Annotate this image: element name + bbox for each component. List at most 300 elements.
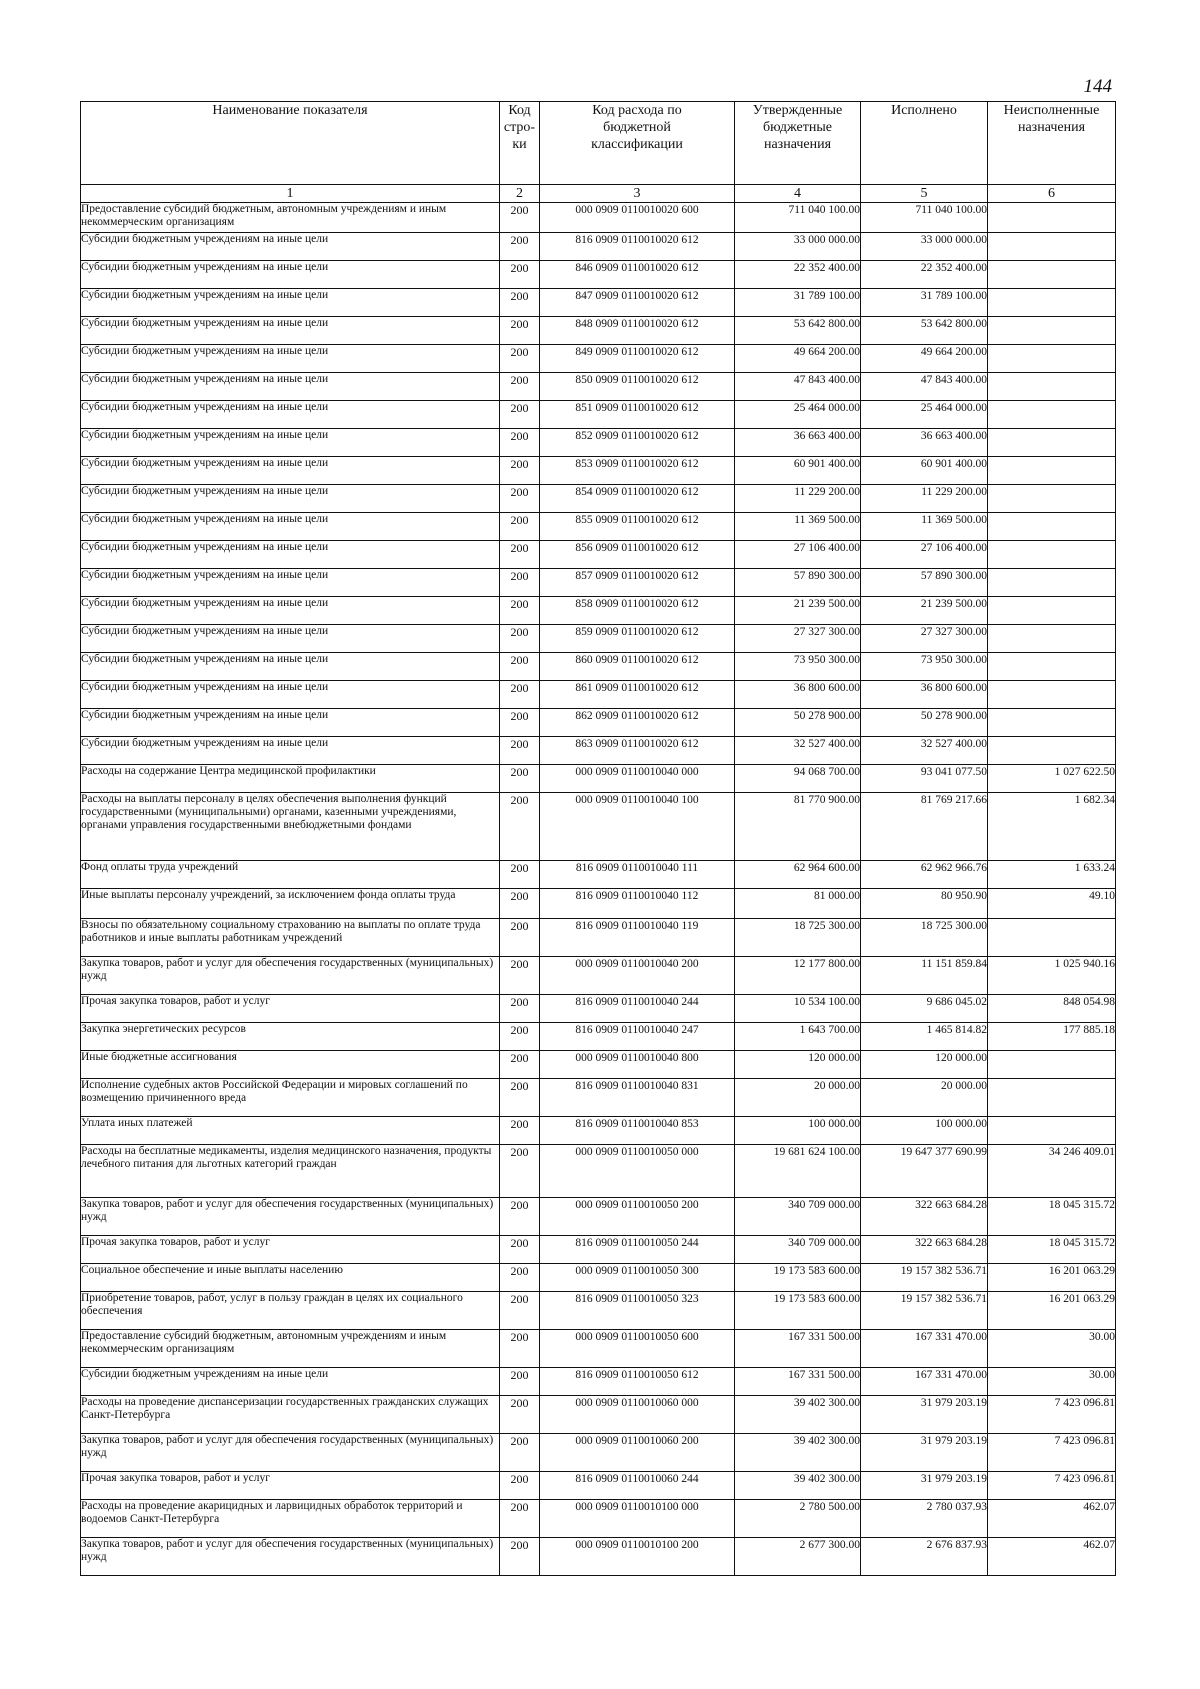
row-approved: 33 000 000.00 — [735, 233, 861, 261]
row-unexecuted — [988, 681, 1116, 709]
row-executed: 50 278 900.00 — [861, 709, 988, 737]
row-name: Субсидии бюджетным учреждениям на иные цели — [81, 485, 500, 513]
table-row — [81, 203, 1116, 233]
row-expense-code: 854 0909 0110010020 612 — [540, 485, 735, 513]
row-approved: 32 527 400.00 — [735, 737, 861, 765]
row-name: Предоставление субсидий бюджетным, автономным учреждениям и иным некоммерческим организациям — [81, 203, 500, 233]
row-expense-code: 000 0909 0110010050 300 — [540, 1264, 735, 1292]
row-approved: 22 352 400.00 — [735, 261, 861, 289]
row-unexecuted — [988, 373, 1116, 401]
row-executed: 47 843 400.00 — [861, 373, 988, 401]
row-line-code: 200 — [500, 1330, 540, 1368]
row-name: Субсидии бюджетным учреждениям на иные цели — [81, 625, 500, 653]
row-line-code: 200 — [500, 233, 540, 261]
row-approved: 19 681 624 100.00 — [735, 1145, 861, 1198]
row-expense-code: 000 0909 0110010100 200 — [540, 1538, 735, 1576]
row-approved: 49 664 200.00 — [735, 345, 861, 373]
row-line-code: 200 — [500, 1434, 540, 1472]
row-executed: 31 979 203.19 — [861, 1396, 988, 1434]
table-row — [81, 861, 1116, 889]
row-executed: 80 950.90 — [861, 889, 988, 919]
row-name: Расходы на проведение акарицидных и ларвицидных обработок территорий и водоемов Санкт-Петербурга — [81, 1500, 500, 1538]
row-expense-code: 857 0909 0110010020 612 — [540, 569, 735, 597]
table-row — [81, 1051, 1116, 1079]
header-row — [81, 102, 1116, 185]
row-expense-code: 816 0909 0110010040 112 — [540, 889, 735, 919]
row-executed: 19 647 377 690.99 — [861, 1145, 988, 1198]
row-line-code: 200 — [500, 709, 540, 737]
row-name: Субсидии бюджетным учреждениям на иные цели — [81, 541, 500, 569]
row-approved: 39 402 300.00 — [735, 1434, 861, 1472]
row-line-code: 200 — [500, 625, 540, 653]
table-row — [81, 1434, 1116, 1472]
row-line-code: 200 — [500, 345, 540, 373]
row-executed: 57 890 300.00 — [861, 569, 988, 597]
table-row — [81, 709, 1116, 737]
row-approved: 340 709 000.00 — [735, 1198, 861, 1236]
table-row — [81, 457, 1116, 485]
row-name: Субсидии бюджетным учреждениям на иные цели — [81, 317, 500, 345]
row-line-code: 200 — [500, 889, 540, 919]
row-line-code: 200 — [500, 1198, 540, 1236]
row-expense-code: 863 0909 0110010020 612 — [540, 737, 735, 765]
row-name: Субсидии бюджетным учреждениям на иные цели — [81, 709, 500, 737]
row-executed: 167 331 470.00 — [861, 1330, 988, 1368]
row-name: Закупка энергетических ресурсов — [81, 1023, 500, 1051]
header-expense-code: Код расхода по бюджетной классификации — [540, 102, 735, 185]
table-row — [81, 373, 1116, 401]
row-approved: 39 402 300.00 — [735, 1396, 861, 1434]
row-expense-code: 000 0909 0110010100 000 — [540, 1500, 735, 1538]
row-unexecuted: 7 423 096.81 — [988, 1396, 1116, 1434]
row-approved: 36 663 400.00 — [735, 429, 861, 457]
row-unexecuted — [988, 513, 1116, 541]
header-executed: Исполнено — [861, 102, 988, 185]
table-row — [81, 1198, 1116, 1236]
row-executed: 22 352 400.00 — [861, 261, 988, 289]
row-approved: 11 229 200.00 — [735, 485, 861, 513]
row-expense-code: 858 0909 0110010020 612 — [540, 597, 735, 625]
row-name: Социальное обеспечение и иные выплаты населению — [81, 1264, 500, 1292]
row-unexecuted: 1 027 622.50 — [988, 765, 1116, 793]
row-unexecuted — [988, 653, 1116, 681]
row-approved: 36 800 600.00 — [735, 681, 861, 709]
table-row — [81, 1236, 1116, 1264]
row-approved: 2 780 500.00 — [735, 1500, 861, 1538]
table-row — [81, 681, 1116, 709]
row-expense-code: 847 0909 0110010020 612 — [540, 289, 735, 317]
row-unexecuted — [988, 345, 1116, 373]
row-expense-code: 816 0909 0110010040 119 — [540, 919, 735, 957]
row-approved: 1 643 700.00 — [735, 1023, 861, 1051]
row-name: Прочая закупка товаров, работ и услуг — [81, 995, 500, 1023]
row-expense-code: 852 0909 0110010020 612 — [540, 429, 735, 457]
table-row — [81, 889, 1116, 919]
table-row — [81, 345, 1116, 373]
row-line-code: 200 — [500, 1023, 540, 1051]
row-line-code: 200 — [500, 681, 540, 709]
row-unexecuted: 34 246 409.01 — [988, 1145, 1116, 1198]
row-name: Субсидии бюджетным учреждениям на иные цели — [81, 653, 500, 681]
column-number: 2 — [500, 185, 540, 203]
row-line-code: 200 — [500, 1472, 540, 1500]
header-indicator-name: Наименование показателя — [81, 102, 500, 185]
row-line-code: 200 — [500, 597, 540, 625]
row-expense-code: 816 0909 0110010040 247 — [540, 1023, 735, 1051]
row-unexecuted: 177 885.18 — [988, 1023, 1116, 1051]
row-executed: 32 527 400.00 — [861, 737, 988, 765]
row-unexecuted: 49.10 — [988, 889, 1116, 919]
row-approved: 62 964 600.00 — [735, 861, 861, 889]
row-unexecuted: 462.07 — [988, 1538, 1116, 1576]
row-name: Субсидии бюджетным учреждениям на иные цели — [81, 429, 500, 457]
row-unexecuted: 7 423 096.81 — [988, 1434, 1116, 1472]
row-line-code: 200 — [500, 457, 540, 485]
row-line-code: 200 — [500, 1500, 540, 1538]
row-line-code: 200 — [500, 737, 540, 765]
row-executed: 19 157 382 536.71 — [861, 1292, 988, 1330]
row-expense-code: 816 0909 0110010040 111 — [540, 861, 735, 889]
row-name: Приобретение товаров, работ, услуг в пользу граждан в целях их социального обеспечения — [81, 1292, 500, 1330]
row-approved: 167 331 500.00 — [735, 1330, 861, 1368]
column-number: 1 — [81, 185, 500, 203]
row-expense-code: 000 0909 0110010040 100 — [540, 793, 735, 861]
row-executed: 18 725 300.00 — [861, 919, 988, 957]
table-row — [81, 1472, 1116, 1500]
row-approved: 60 901 400.00 — [735, 457, 861, 485]
row-expense-code: 000 0909 0110010040 800 — [540, 1051, 735, 1079]
row-unexecuted: 18 045 315.72 — [988, 1198, 1116, 1236]
row-unexecuted — [988, 541, 1116, 569]
row-line-code: 200 — [500, 793, 540, 861]
table-row — [81, 625, 1116, 653]
row-expense-code: 862 0909 0110010020 612 — [540, 709, 735, 737]
row-approved: 11 369 500.00 — [735, 513, 861, 541]
row-executed: 62 962 966.76 — [861, 861, 988, 889]
row-approved: 120 000.00 — [735, 1051, 861, 1079]
row-approved: 53 642 800.00 — [735, 317, 861, 345]
row-approved: 39 402 300.00 — [735, 1472, 861, 1500]
row-name: Предоставление субсидий бюджетным, автономным учреждениям и иным некоммерческим организациям — [81, 1330, 500, 1368]
row-approved: 25 464 000.00 — [735, 401, 861, 429]
row-line-code: 200 — [500, 1538, 540, 1576]
row-name: Субсидии бюджетным учреждениям на иные цели — [81, 401, 500, 429]
row-expense-code: 849 0909 0110010020 612 — [540, 345, 735, 373]
row-unexecuted: 1 025 940.16 — [988, 957, 1116, 995]
row-name: Субсидии бюджетным учреждениям на иные цели — [81, 457, 500, 485]
row-name: Субсидии бюджетным учреждениям на иные цели — [81, 373, 500, 401]
row-unexecuted — [988, 597, 1116, 625]
row-executed: 2 676 837.93 — [861, 1538, 988, 1576]
row-approved: 100 000.00 — [735, 1117, 861, 1145]
row-name: Иные выплаты персоналу учреждений, за исключением фонда оплаты труда — [81, 889, 500, 919]
row-name: Субсидии бюджетным учреждениям на иные цели — [81, 289, 500, 317]
table-row — [81, 653, 1116, 681]
row-line-code: 200 — [500, 1292, 540, 1330]
row-unexecuted — [988, 737, 1116, 765]
row-unexecuted — [988, 429, 1116, 457]
row-line-code: 200 — [500, 957, 540, 995]
row-approved: 10 534 100.00 — [735, 995, 861, 1023]
row-line-code: 200 — [500, 919, 540, 957]
row-executed: 19 157 382 536.71 — [861, 1264, 988, 1292]
row-expense-code: 816 0909 0110010050 244 — [540, 1236, 735, 1264]
table-row — [81, 1396, 1116, 1434]
row-expense-code: 855 0909 0110010020 612 — [540, 513, 735, 541]
row-unexecuted: 30.00 — [988, 1330, 1116, 1368]
row-line-code: 200 — [500, 401, 540, 429]
row-name: Закупка товаров, работ и услуг для обеспечения государственных (муниципальных) нужд — [81, 1538, 500, 1576]
row-unexecuted — [988, 709, 1116, 737]
table-row — [81, 1500, 1116, 1538]
row-name: Субсидии бюджетным учреждениям на иные цели — [81, 569, 500, 597]
row-unexecuted: 462.07 — [988, 1500, 1116, 1538]
row-line-code: 200 — [500, 203, 540, 233]
row-name: Иные бюджетные ассигнования — [81, 1051, 500, 1079]
table-row — [81, 1264, 1116, 1292]
row-name: Субсидии бюджетным учреждениям на иные цели — [81, 513, 500, 541]
row-name: Расходы на выплаты персоналу в целях обеспечения выполнения функций государственными (муниципальными) органами, казенными учреждениями, органами управления государственными внебюджетными фондами — [81, 793, 500, 861]
table-row — [81, 1292, 1116, 1330]
row-unexecuted: 18 045 315.72 — [988, 1236, 1116, 1264]
row-unexecuted — [988, 569, 1116, 597]
row-executed: 322 663 684.28 — [861, 1198, 988, 1236]
table-row — [81, 317, 1116, 345]
row-executed: 49 664 200.00 — [861, 345, 988, 373]
row-line-code: 200 — [500, 653, 540, 681]
row-line-code: 200 — [500, 289, 540, 317]
row-line-code: 200 — [500, 1079, 540, 1117]
table-row — [81, 793, 1116, 861]
row-expense-code: 850 0909 0110010020 612 — [540, 373, 735, 401]
row-name: Субсидии бюджетным учреждениям на иные цели — [81, 1368, 500, 1396]
row-line-code: 200 — [500, 569, 540, 597]
table-row — [81, 1117, 1116, 1145]
row-unexecuted: 848 054.98 — [988, 995, 1116, 1023]
row-approved: 94 068 700.00 — [735, 765, 861, 793]
row-executed: 11 151 859.84 — [861, 957, 988, 995]
row-name: Прочая закупка товаров, работ и услуг — [81, 1472, 500, 1500]
row-approved: 19 173 583 600.00 — [735, 1264, 861, 1292]
row-expense-code: 000 0909 0110010060 200 — [540, 1434, 735, 1472]
row-expense-code: 859 0909 0110010020 612 — [540, 625, 735, 653]
row-line-code: 200 — [500, 317, 540, 345]
row-expense-code: 000 0909 0110010020 600 — [540, 203, 735, 233]
row-unexecuted — [988, 457, 1116, 485]
row-line-code: 200 — [500, 1145, 540, 1198]
row-unexecuted — [988, 1117, 1116, 1145]
row-expense-code: 848 0909 0110010020 612 — [540, 317, 735, 345]
row-expense-code: 000 0909 0110010060 000 — [540, 1396, 735, 1434]
table-row — [81, 1330, 1116, 1368]
row-unexecuted — [988, 485, 1116, 513]
row-executed: 93 041 077.50 — [861, 765, 988, 793]
table-row — [81, 737, 1116, 765]
table-row — [81, 765, 1116, 793]
row-name: Взносы по обязательному социальному страхованию на выплаты по оплате труда работников и иные выплаты работникам учреждений — [81, 919, 500, 957]
row-executed: 11 369 500.00 — [861, 513, 988, 541]
row-expense-code: 000 0909 0110010040 200 — [540, 957, 735, 995]
header-line-code: Код стро-ки — [500, 102, 540, 185]
row-executed: 36 663 400.00 — [861, 429, 988, 457]
row-line-code: 200 — [500, 485, 540, 513]
row-expense-code: 860 0909 0110010020 612 — [540, 653, 735, 681]
row-line-code: 200 — [500, 541, 540, 569]
row-executed: 81 769 217.66 — [861, 793, 988, 861]
row-executed: 27 106 400.00 — [861, 541, 988, 569]
row-executed: 31 979 203.19 — [861, 1434, 988, 1472]
row-approved: 27 106 400.00 — [735, 541, 861, 569]
row-unexecuted: 7 423 096.81 — [988, 1472, 1116, 1500]
row-executed: 120 000.00 — [861, 1051, 988, 1079]
table-row — [81, 597, 1116, 625]
row-line-code: 200 — [500, 1396, 540, 1434]
row-name: Закупка товаров, работ и услуг для обеспечения государственных (муниципальных) нужд — [81, 957, 500, 995]
row-name: Расходы на проведение диспансеризации государственных гражданских служащих Санкт-Петербурга — [81, 1396, 500, 1434]
row-name: Фонд оплаты труда учреждений — [81, 861, 500, 889]
row-expense-code: 846 0909 0110010020 612 — [540, 261, 735, 289]
row-expense-code: 853 0909 0110010020 612 — [540, 457, 735, 485]
row-name: Исполнение судебных актов Российской Федерации и мировых соглашений по возмещению причиненного вреда — [81, 1079, 500, 1117]
row-unexecuted: 1 633.24 — [988, 861, 1116, 889]
row-expense-code: 816 0909 0110010020 612 — [540, 233, 735, 261]
row-expense-code: 000 0909 0110010050 600 — [540, 1330, 735, 1368]
row-unexecuted — [988, 625, 1116, 653]
table-row — [81, 1023, 1116, 1051]
row-expense-code: 856 0909 0110010020 612 — [540, 541, 735, 569]
row-unexecuted — [988, 233, 1116, 261]
page-number: 144 — [1083, 76, 1112, 97]
budget-execution-table — [80, 101, 1116, 1576]
table-row — [81, 233, 1116, 261]
table-row — [81, 957, 1116, 995]
row-line-code: 200 — [500, 1236, 540, 1264]
row-executed: 36 800 600.00 — [861, 681, 988, 709]
row-name: Расходы на бесплатные медикаменты, изделия медицинского назначения, продукты лечебного питания для льготных категорий граждан — [81, 1145, 500, 1198]
row-executed: 9 686 045.02 — [861, 995, 988, 1023]
row-unexecuted: 16 201 063.29 — [988, 1292, 1116, 1330]
row-approved: 73 950 300.00 — [735, 653, 861, 681]
row-approved: 81 770 900.00 — [735, 793, 861, 861]
row-unexecuted — [988, 1051, 1116, 1079]
row-executed: 21 239 500.00 — [861, 597, 988, 625]
row-name: Субсидии бюджетным учреждениям на иные цели — [81, 737, 500, 765]
row-expense-code: 816 0909 0110010050 323 — [540, 1292, 735, 1330]
row-unexecuted: 1 682.34 — [988, 793, 1116, 861]
row-name: Субсидии бюджетным учреждениям на иные цели — [81, 681, 500, 709]
table-row — [81, 1145, 1116, 1198]
row-executed: 100 000.00 — [861, 1117, 988, 1145]
row-expense-code: 816 0909 0110010040 244 — [540, 995, 735, 1023]
row-expense-code: 000 0909 0110010050 000 — [540, 1145, 735, 1198]
row-name: Расходы на содержание Центра медицинской профилактики — [81, 765, 500, 793]
row-executed: 73 950 300.00 — [861, 653, 988, 681]
row-line-code: 200 — [500, 995, 540, 1023]
row-executed: 20 000.00 — [861, 1079, 988, 1117]
row-approved: 19 173 583 600.00 — [735, 1292, 861, 1330]
row-line-code: 200 — [500, 1368, 540, 1396]
row-expense-code: 816 0909 0110010060 244 — [540, 1472, 735, 1500]
column-number: 6 — [988, 185, 1116, 203]
row-executed: 711 040 100.00 — [861, 203, 988, 233]
row-unexecuted — [988, 401, 1116, 429]
row-unexecuted: 16 201 063.29 — [988, 1264, 1116, 1292]
row-approved: 21 239 500.00 — [735, 597, 861, 625]
row-name: Субсидии бюджетным учреждениям на иные цели — [81, 261, 500, 289]
row-approved: 31 789 100.00 — [735, 289, 861, 317]
row-executed: 167 331 470.00 — [861, 1368, 988, 1396]
row-expense-code: 000 0909 0110010050 200 — [540, 1198, 735, 1236]
row-expense-code: 816 0909 0110010040 853 — [540, 1117, 735, 1145]
row-executed: 33 000 000.00 — [861, 233, 988, 261]
table-row — [81, 995, 1116, 1023]
row-line-code: 200 — [500, 1117, 540, 1145]
row-unexecuted — [988, 919, 1116, 957]
column-number: 4 — [735, 185, 861, 203]
row-executed: 1 465 814.82 — [861, 1023, 988, 1051]
row-expense-code: 851 0909 0110010020 612 — [540, 401, 735, 429]
row-unexecuted — [988, 289, 1116, 317]
table-row — [81, 289, 1116, 317]
row-name: Прочая закупка товаров, работ и услуг — [81, 1236, 500, 1264]
row-executed: 11 229 200.00 — [861, 485, 988, 513]
row-line-code: 200 — [500, 1264, 540, 1292]
table-row — [81, 1368, 1116, 1396]
row-line-code: 200 — [500, 513, 540, 541]
row-expense-code: 000 0909 0110010040 000 — [540, 765, 735, 793]
row-approved: 2 677 300.00 — [735, 1538, 861, 1576]
header-unexecuted: Неисполненные назначения — [988, 102, 1116, 185]
table-row — [81, 513, 1116, 541]
row-executed: 25 464 000.00 — [861, 401, 988, 429]
row-unexecuted: 30.00 — [988, 1368, 1116, 1396]
row-approved: 27 327 300.00 — [735, 625, 861, 653]
table-row — [81, 401, 1116, 429]
row-expense-code: 816 0909 0110010040 831 — [540, 1079, 735, 1117]
row-unexecuted — [988, 1079, 1116, 1117]
row-approved: 81 000.00 — [735, 889, 861, 919]
row-name: Закупка товаров, работ и услуг для обеспечения государственных (муниципальных) нужд — [81, 1434, 500, 1472]
row-line-code: 200 — [500, 261, 540, 289]
row-executed: 60 901 400.00 — [861, 457, 988, 485]
row-approved: 47 843 400.00 — [735, 373, 861, 401]
row-approved: 18 725 300.00 — [735, 919, 861, 957]
row-expense-code: 861 0909 0110010020 612 — [540, 681, 735, 709]
row-name: Субсидии бюджетным учреждениям на иные цели — [81, 345, 500, 373]
table-row — [81, 1079, 1116, 1117]
column-number: 3 — [540, 185, 735, 203]
row-line-code: 200 — [500, 373, 540, 401]
row-line-code: 200 — [500, 765, 540, 793]
row-approved: 711 040 100.00 — [735, 203, 861, 233]
row-unexecuted — [988, 317, 1116, 345]
row-executed: 27 327 300.00 — [861, 625, 988, 653]
table-row — [81, 569, 1116, 597]
row-line-code: 200 — [500, 861, 540, 889]
row-approved: 20 000.00 — [735, 1079, 861, 1117]
row-line-code: 200 — [500, 1051, 540, 1079]
row-unexecuted — [988, 203, 1116, 233]
row-unexecuted — [988, 261, 1116, 289]
row-name: Закупка товаров, работ и услуг для обеспечения государственных (муниципальных) нужд — [81, 1198, 500, 1236]
header-approved: Утвержденные бюджетные назначения — [735, 102, 861, 185]
table-row — [81, 261, 1116, 289]
table-row — [81, 1538, 1116, 1576]
table-row — [81, 919, 1116, 957]
table-row — [81, 485, 1116, 513]
row-executed: 31 979 203.19 — [861, 1472, 988, 1500]
row-executed: 2 780 037.93 — [861, 1500, 988, 1538]
